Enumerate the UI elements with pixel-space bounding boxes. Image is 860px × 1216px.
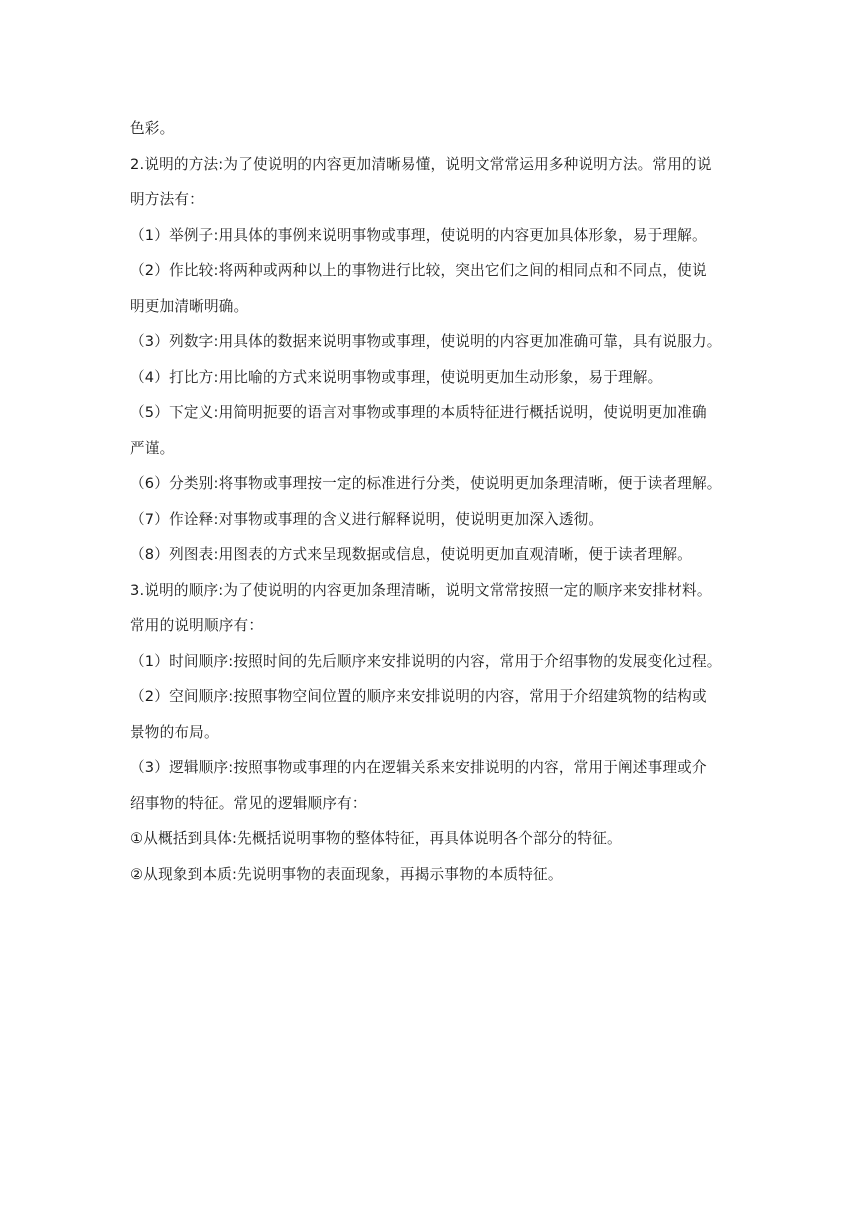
text-line: 严谨。 [130,439,175,457]
section-heading-order: 3.说明的顺序:为了使说明的内容更加条理清晰，说明文常常按照一定的顺序来安排材料。 [130,581,712,599]
list-item-charts: （8）列图表:用图表的方式来呈现数据或信息，使说明更加直观清晰，便于读者理解。 [130,546,692,563]
list-item-time-order: （1）时间顺序:按照时间的先后顺序来安排说明的内容，常用于介绍事物的发展变化过程。 [130,652,722,670]
text-line: 明方法有： [130,191,204,208]
list-item-numbers: （3）列数字:用具体的数据来说明事物或事理，使说明的内容更加准确可靠，具有说服力。 [130,333,722,350]
list-item-definition: （5）下定义:用简明扼要的语言对事物或事理的本质特征进行概括说明，使说明更加准确 [130,404,707,421]
section-heading-methods: 2.说明的方法:为了使说明的内容更加清晰易懂，说明文常常运用多种说明方法。常用的说 [130,155,712,173]
list-item-analogy: （4）打比方:用比喻的方式来说明事物或事理，使说明更加生动形象，易于理解。 [130,368,663,386]
list-item-example: （1）举例子:用具体的事例来说明事物或事理，使说明的内容更加具体形象，易于理解。 [130,226,707,244]
text-line: 常用的说明顺序有： [130,617,264,634]
document-body [130,111,734,892]
list-item-explanation: （7）作诠释:对事物或事理的含义进行解释说明，使说明更加深入透彻。 [130,510,604,528]
list-item-space-order: （2）空间顺序:按照事物空间位置的顺序来安排说明的内容，常用于介绍建筑物的结构或 [130,688,707,705]
text-line: 绍事物的特征。常见的逻辑顺序有： [130,794,367,812]
text-line: 明更加清晰明确。 [130,297,249,315]
list-item-comparison: （2）作比较:将两种或两种以上的事物进行比较，突出它们之间的相同点和不同点，使说 [130,262,707,279]
text-line: 色彩。 [130,120,175,137]
list-item-classification: （6）分类别:将事物或事理按一定的标准进行分类，使说明更加条理清晰，便于读者理解。 [130,475,722,492]
list-item-logic-order: （3）逻辑顺序:按照事物或事理的内在逻辑关系来安排说明的内容，常用于阐述事理或介 [130,759,707,776]
sub-item-phenomenon-to-essence: ②从现象到本质:先说明事物的表面现象，再揭示事物的本质特征。 [130,865,563,883]
text-line: 景物的布局。 [130,723,219,741]
sub-item-general-to-specific: ①从概括到具体:先概括说明事物的整体特征，再具体说明各个部分的特征。 [130,830,622,847]
